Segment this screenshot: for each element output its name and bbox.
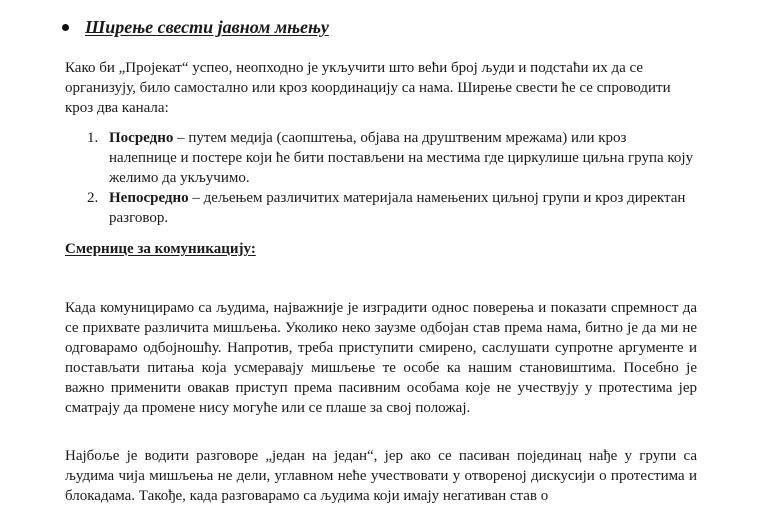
list-item-description: – путем медија (саопштења, објава на друштвеним мрежама) или кроз налепнице и постере који ће бити постављени на местима где циркулише циљна група коју желимо да укључимо. bbox=[109, 130, 694, 186]
guidelines-heading: Смернице за комуникацију: bbox=[65, 241, 256, 257]
intro-paragraph: Како би „Пројекат“ успео, неопходно је укључити што већи број људи и подстаћи их да се организују, било самостално или кроз координацију са нама. Ширење свести ће се спроводити кроз два канала: bbox=[65, 60, 671, 116]
list-item-text bbox=[109, 188, 697, 228]
section-heading-row bbox=[62, 17, 329, 38]
list-item bbox=[87, 188, 697, 228]
list-item-description: – дељењем различитих материјала намењених циљној групи и кроз директан разговор. bbox=[109, 190, 686, 226]
list-item-text bbox=[109, 128, 697, 188]
guidelines-paragraph-2: Најбоље је водити разговоре „један на један“, јер ако се пасиван појединац нађе у групи са људима чија мишљења не дели, углавном неће учествовати у отвореној дискусији о протестима и блокадама. Такође, када разговарамо са људима који имају негативан став о bbox=[65, 448, 697, 504]
guidelines-paragraph-1: Када комуницирамо са људима, најважније је изградити однос поверења и показати спремност да се прихвате различита мишљења. Уколико неко заузме одбојан став према нама, битно је да ми не одговарамо одбојношћу. Напротив, треба приступити смирено, саслушати супротне аргументе и постављати питања која усмеравају мишљење те особе ка нашим становиштима. Посебно је важно применити овакав приступ према пасивним особама које не учествују у протестима јер сматрају да промене нису могуће или се плаше за свој положај. bbox=[65, 300, 697, 416]
bullet-icon bbox=[62, 24, 69, 31]
list-item-term: Посредно bbox=[109, 130, 174, 146]
channels-list bbox=[87, 128, 697, 228]
list-item-term: Непосредно bbox=[109, 190, 189, 206]
list-item bbox=[87, 128, 697, 188]
section-heading: Ширење свести јавном мњењу bbox=[85, 17, 329, 37]
list-item-number: 1. bbox=[87, 130, 99, 146]
list-item-number: 2. bbox=[87, 190, 99, 206]
